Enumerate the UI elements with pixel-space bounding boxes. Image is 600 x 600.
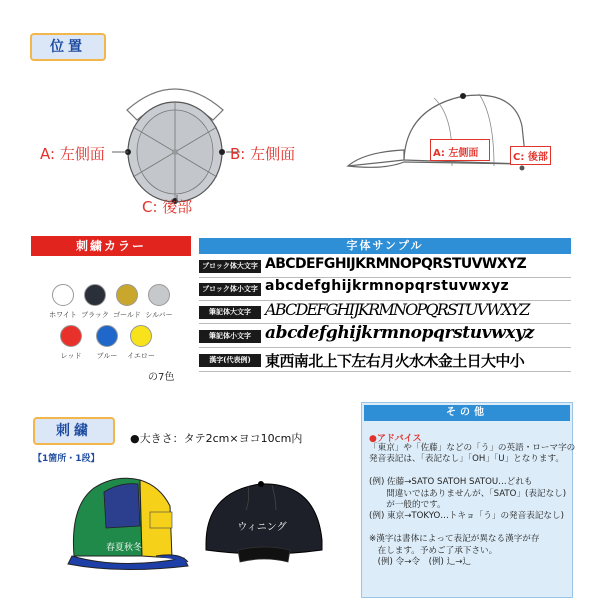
color-swatch xyxy=(116,284,138,306)
color-count-note: の7色 xyxy=(148,372,175,383)
advice-line: ※漢字は書体によって表記が異なる漢字が存 xyxy=(369,534,540,545)
advice-line xyxy=(369,466,575,477)
advice-line: (例) 東京→TOKYO…トキョ「う」の発音表記なし) xyxy=(369,511,564,522)
advice-line xyxy=(369,523,575,534)
color-swatch-label: ブルー xyxy=(96,352,118,360)
color-swatch-label: ブラック xyxy=(81,311,109,319)
color-swatch xyxy=(60,325,82,347)
embroidery-sub: 【1箇所・1段】 xyxy=(33,454,100,464)
side-label-a: A: 左側面 xyxy=(430,139,490,161)
sample-kanji: 東西南北上下左右月火水木金土日大中小 xyxy=(265,352,525,370)
cap-photo-colorful xyxy=(60,466,190,571)
advice-line: 間違いではありませんが、「SATO」(表記なし) xyxy=(369,488,567,499)
row-divider xyxy=(199,371,571,372)
sample-block-upper: ABCDEFGHIJKRMNOPQRSTUVWXYZ xyxy=(265,256,527,272)
sample-block-lower: abcdefghijkrmnopqrstuvwxyz xyxy=(265,278,510,294)
row-tag-script-upper: 筆記体大文字 xyxy=(199,306,261,319)
row-tag-block-upper: ブロック体大文字 xyxy=(199,260,261,273)
color-swatch-label: ホワイト xyxy=(49,311,77,319)
advice-line: 在します。予めご了承下さい。 xyxy=(369,545,498,556)
advice-line: 発音表記は、「表記なし」「OH」「U」となります。 xyxy=(369,454,564,465)
label-c-rear: C: 後部 xyxy=(142,198,193,216)
position-tag: 位置 xyxy=(30,33,106,61)
embroidery-color-header: 刺繍カラー xyxy=(31,236,191,256)
sample-script-lower: abcdefghijkrmnopqrstuvwxyz xyxy=(265,323,534,343)
cap-photo-text-1: 春夏秋冬 xyxy=(105,543,143,553)
label-b-left-side: B: 左側面 xyxy=(230,145,296,163)
color-swatch-label: ゴールド xyxy=(113,311,141,319)
row-tag-kanji: 漢字(代表例) xyxy=(199,354,261,367)
row-divider xyxy=(199,347,571,348)
color-swatch-label: シルバー xyxy=(145,311,173,319)
color-swatch-label: レッド xyxy=(60,352,82,360)
advice-title: ●アドバイス xyxy=(369,434,422,444)
advice-line: が一般的です。 xyxy=(369,500,446,511)
advice-line: (例) 令→令 (例) 辶→辶 xyxy=(369,557,472,568)
side-label-c: C: 後部 xyxy=(510,146,551,165)
cap-photo-black xyxy=(198,470,328,570)
color-swatch-label: イエロー xyxy=(127,352,155,360)
advice-text xyxy=(369,443,575,568)
sample-script-upper: ABCDEFGHIJKRMNOPQRSTUVWXYZ xyxy=(265,300,529,319)
advice-line: (例) 佐藤→SATO SATOH SATOU…どれも xyxy=(369,477,533,488)
color-swatch xyxy=(148,284,170,306)
color-swatch xyxy=(52,284,74,306)
cap-photo-text-2: ウィニング xyxy=(237,522,287,533)
cap-side-view xyxy=(344,86,540,182)
advice-line: 「東京」や「佐藤」などの「う」の英語・ローマ字の xyxy=(369,443,576,453)
embroidery-size-note: ●大きさ：タテ2cm×ヨコ10cm内 xyxy=(130,432,303,445)
row-tag-block-lower: ブロック体小文字 xyxy=(199,283,261,296)
label-a-left-side: A: 左側面 xyxy=(40,145,105,163)
color-swatch xyxy=(130,325,152,347)
color-swatch xyxy=(96,325,118,347)
embroidery-tag: 刺繍 xyxy=(33,417,115,445)
other-info-box xyxy=(361,402,576,598)
other-header: その他 xyxy=(364,405,570,421)
color-swatch xyxy=(84,284,106,306)
row-tag-script-lower: 筆記体小文字 xyxy=(199,330,261,343)
font-sample-header: 字体サンプル xyxy=(199,238,571,254)
